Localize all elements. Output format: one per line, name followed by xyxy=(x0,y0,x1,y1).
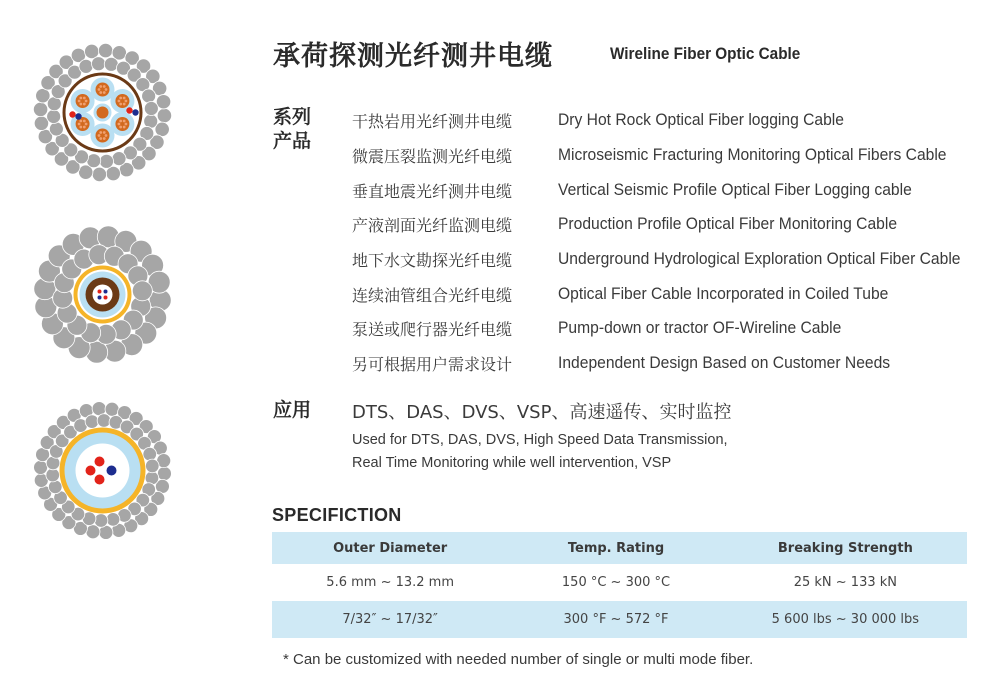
armor-wire-inner xyxy=(46,468,60,482)
armor-wire-outer xyxy=(157,108,171,122)
product-name-en: Dry Hot Rock Optical Fiber logging Cable xyxy=(558,110,844,129)
table-cell: 5 600 lbs ~ 30 000 lbs xyxy=(724,601,967,638)
copper-strand xyxy=(125,100,128,103)
product-name-en: Optical Fiber Cable Incorporated in Coiled Tube xyxy=(558,284,889,303)
copper-strand xyxy=(99,85,102,88)
copper-strand xyxy=(103,137,106,140)
product-name-cn: 产液剖面光纤监测电缆 xyxy=(352,216,513,235)
armor-wire-outer xyxy=(34,460,48,474)
application-text-en-line1: Used for DTS, DAS, DVS, High Speed Data Transmission, xyxy=(352,432,728,448)
copper-strand xyxy=(99,131,102,134)
product-name-en: Vertical Seismic Profile Optical Fiber Logging cable xyxy=(558,180,912,199)
product-name-cn: 泵送或爬行器光纤电缆 xyxy=(352,320,513,339)
copper-strand xyxy=(99,137,102,140)
armor-wire-inner xyxy=(85,415,99,429)
optical-fiber-red xyxy=(86,466,96,476)
optical-fiber-blue xyxy=(132,109,138,115)
column-header: Temp. Rating xyxy=(508,532,723,564)
products-label-line2: 产品 xyxy=(273,130,312,152)
armor-wire-inner xyxy=(132,281,152,301)
product-name-en: Underground Hydrological Exploration Optical Fiber Cable xyxy=(558,249,961,268)
copper-strand xyxy=(83,103,86,106)
copper-strand xyxy=(105,134,108,137)
optical-fiber-blue xyxy=(75,113,81,119)
armor-wire-inner xyxy=(94,514,108,528)
footnote: * Can be customized with needed number of single or multi mode fiber. xyxy=(283,651,754,668)
copper-strand xyxy=(118,123,121,126)
copper-strand xyxy=(105,88,108,91)
copper-strand xyxy=(79,120,82,123)
product-name-cn: 地下水文勘探光纤电缆 xyxy=(352,251,513,270)
armor-wire-outer xyxy=(98,43,112,57)
product-name-cn: 另可根据用户需求设计 xyxy=(352,355,513,374)
table-cell: 5.6 mm ~ 13.2 mm xyxy=(326,575,454,590)
product-name-en: Pump-down or tractor OF-Wireline Cable xyxy=(558,318,842,337)
cable-cross-section-3 xyxy=(30,398,175,543)
armor-wire-inner xyxy=(112,152,126,166)
optical-fiber-red xyxy=(104,296,108,300)
column-header: Outer Diameter xyxy=(272,532,508,564)
copper-strand xyxy=(83,126,86,129)
table-cell: 150 °C ~ 300 °C xyxy=(561,575,671,590)
column-header: Breaking Strength xyxy=(724,532,967,564)
armor-wire-inner xyxy=(97,414,111,428)
copper-strand xyxy=(78,123,81,126)
copper-strand xyxy=(123,126,126,129)
spec-table xyxy=(272,532,967,638)
copper-strand xyxy=(103,85,106,88)
application-text-cn: DTS、DAS、DVS、VSP、高速遥传、实时监控 xyxy=(352,402,732,423)
product-name-cn: 干热岩用光纤测井电缆 xyxy=(352,112,513,131)
copper-strand xyxy=(99,91,102,94)
armor-wire-inner xyxy=(142,89,156,103)
copper-strand xyxy=(98,134,101,137)
product-name-en: Production Profile Optical Fiber Monitoring Cable xyxy=(558,214,898,233)
copper-strand xyxy=(79,126,82,129)
copper-strand xyxy=(78,100,81,103)
optical-fiber-red xyxy=(95,457,105,467)
copper-strand xyxy=(119,103,122,106)
copper-strand xyxy=(85,123,88,126)
optical-fiber-red xyxy=(69,111,75,117)
copper-strand xyxy=(119,120,122,123)
armor-wire-inner xyxy=(48,480,62,494)
copper-strand xyxy=(123,120,126,123)
table-header-row xyxy=(272,532,967,564)
armor-wire-inner xyxy=(100,154,114,168)
armor-wire-inner xyxy=(49,122,63,136)
inner-tube xyxy=(76,444,130,498)
copper-strand xyxy=(118,100,121,103)
table-cell: 7/32″ ~ 17/32″ xyxy=(272,601,508,638)
cable-cross-section-1 xyxy=(30,40,175,185)
optical-fiber-blue xyxy=(104,290,108,294)
armor-wire-inner xyxy=(79,59,93,73)
copper-strand xyxy=(83,97,86,100)
product-name-en: Independent Design Based on Customer Needs xyxy=(558,353,891,372)
armor-wire-outer xyxy=(33,102,47,116)
product-name-cn: 微震压裂监测光纤电缆 xyxy=(352,147,513,166)
optical-fiber-red xyxy=(95,475,105,485)
table-row xyxy=(272,601,967,638)
inner-tube xyxy=(93,285,113,305)
products-label-line1: 系列 xyxy=(273,106,312,128)
cable-cross-section-2 xyxy=(30,222,175,367)
copper-strand xyxy=(79,103,82,106)
products-label xyxy=(273,105,311,153)
center-copper-conductor xyxy=(97,107,109,119)
armor-wire-inner xyxy=(106,513,120,527)
optical-fiber-blue xyxy=(98,296,102,300)
armor-wire-outer xyxy=(157,467,171,481)
armor-wire-inner xyxy=(143,447,157,461)
copper-strand xyxy=(83,120,86,123)
copper-strand xyxy=(103,91,106,94)
spec-title: SPECIFICTION xyxy=(272,505,402,525)
optical-fiber-blue xyxy=(107,466,117,476)
copper-strand xyxy=(85,100,88,103)
table-cell: 300 °F ~ 572 °F xyxy=(508,601,723,638)
copper-conductor xyxy=(96,129,110,143)
copper-strand xyxy=(103,131,106,134)
armor-wire-inner xyxy=(47,110,61,124)
copper-strand xyxy=(123,103,126,106)
armor-wire-inner xyxy=(91,57,105,71)
armor-wire-inner xyxy=(145,459,159,473)
table-row xyxy=(272,564,967,601)
product-name-cn: 垂直地震光纤测井电缆 xyxy=(352,182,513,201)
application-label: 应用 xyxy=(273,399,312,421)
copper-strand xyxy=(79,97,82,100)
product-name-en: Microseismic Fracturing Monitoring Optical Fibers Cable xyxy=(558,145,947,164)
optical-fiber-red xyxy=(98,290,102,294)
copper-conductor xyxy=(96,83,110,97)
application-text-en-line2: Real Time Monitoring while well intervention, VSP xyxy=(352,455,672,471)
optical-fiber-red xyxy=(126,107,132,113)
copper-strand xyxy=(119,126,122,129)
armor-wire-inner xyxy=(144,101,158,115)
armor-wire-outer xyxy=(92,167,106,181)
copper-strand xyxy=(125,123,128,126)
page-title-cn: 承荷探测光纤测井电缆 xyxy=(273,41,553,72)
copper-strand xyxy=(123,97,126,100)
copper-strand xyxy=(119,97,122,100)
product-name-cn: 连续油管组合光纤电缆 xyxy=(352,286,513,305)
page-title-en: Wireline Fiber Optic Cable xyxy=(610,44,801,63)
table-cell: 25 kN ~ 133 kN xyxy=(793,575,898,590)
copper-strand xyxy=(98,88,101,91)
